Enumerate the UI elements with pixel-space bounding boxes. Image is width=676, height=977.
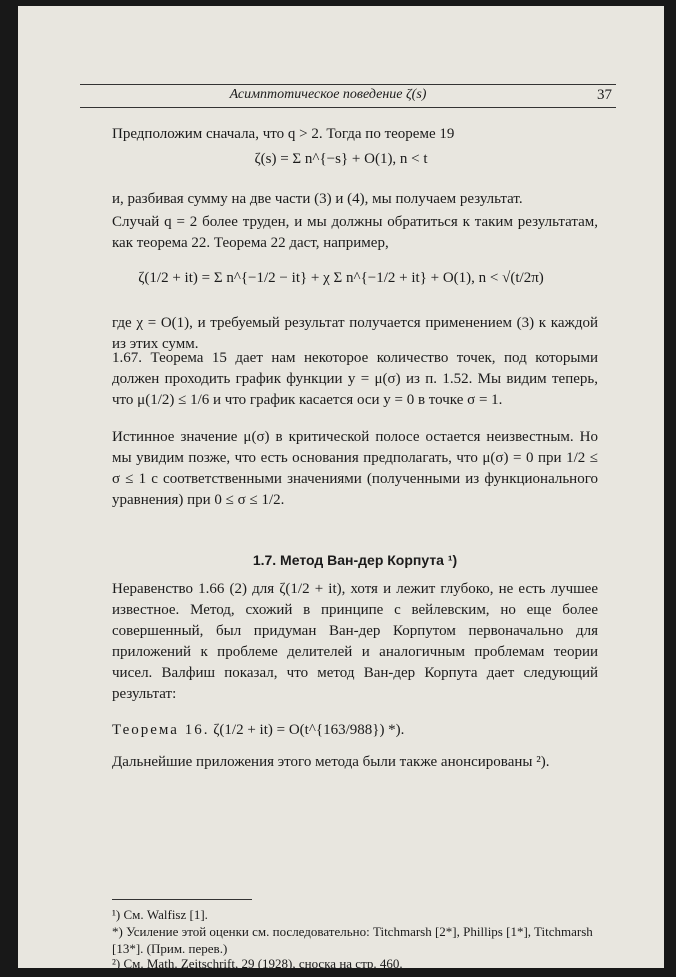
theorem-16 bbox=[112, 720, 598, 741]
formula-zeta-sum: ζ(s) = Σ n^{−s} + O(1), n < t bbox=[254, 151, 428, 167]
paragraph-3: Случай q = 2 более труден, и мы должны обратиться к таким результатам, как теорема 22. Теорема 22 даст, например, bbox=[112, 214, 598, 251]
formula-split-sums: ζ(1/2 + it) = Σ n^{−1/2 − it} + χ Σ n^{−1/2 + it} + O(1), n < √(t/2π) bbox=[138, 270, 544, 286]
paragraph-167: 1.67. Теорема 15 дает нам некоторое количество точек, под которыми должен проходить график функции y = μ(σ) из п. 1.52. Мы видим теперь, что μ(1/2) ≤ 1/6 и что график касается оси y = 0 в точке σ = 1. bbox=[112, 350, 598, 408]
book-page bbox=[18, 6, 664, 971]
footnote-rule bbox=[112, 899, 252, 900]
paragraph-7: Неравенство 1.66 (2) для ζ(1/2 + it), хотя и лежит глубоко, не есть лучшее известное. Метод, схожий в принципе с вейлевским, но еще более совершенный, был придуман Ван-дер Корпутом первоначально для приложений к проблеме делителей и аналогичным проблемам теории чисел. Валфиш показал, что метод Ван-дер Корпута дает следующий результат: bbox=[112, 581, 598, 702]
theorem-formula: ζ(1/2 + it) = O(t^{163/988}) *). bbox=[213, 722, 405, 738]
paragraph-6: Истинное значение μ(σ) в критической полосе остается неизвестным. Но мы увидим позже, что есть основания предполагать, что μ(σ) = 0 при 1/2 ≤ σ ≤ 1 с соответственными значениями (полученными из функционального уравнения) при 0 ≤ σ ≤ 1/2. bbox=[112, 429, 598, 508]
footnote-1: ¹) См. Walfisz [1]. bbox=[112, 907, 208, 922]
running-head-title: Асимптотическое поведение ζ(s) bbox=[229, 87, 427, 102]
paragraph-2: и, разбивая сумму на две части (3) и (4), мы получаем результат. bbox=[112, 191, 523, 207]
paragraph-8: Дальнейшие приложения этого метода были также анонсированы ²). bbox=[112, 754, 550, 770]
paragraph-4: где χ = O(1), и требуемый результат получается применением (3) к каждой из этих сумм. bbox=[112, 315, 598, 352]
footnote-2: *) Усиление этой оценки см. последовательно: Titchmarsh [2*], Phillips [1*], Titchmarsh [13*]. (Прим. перев.) bbox=[112, 924, 593, 956]
theorem-label: Теорема 16. bbox=[112, 722, 210, 738]
footnote-3: ²) См. Math. Zeitschrift, 29 (1928), сноска на стр. 460. bbox=[112, 956, 403, 971]
running-head bbox=[80, 84, 616, 108]
section-heading: 1.7. Метод Ван-дер Корпута ¹) bbox=[252, 552, 458, 568]
paragraph-1: Предположим сначала, что q > 2. Тогда по теореме 19 bbox=[112, 126, 455, 142]
page-number: 37 bbox=[597, 87, 612, 103]
